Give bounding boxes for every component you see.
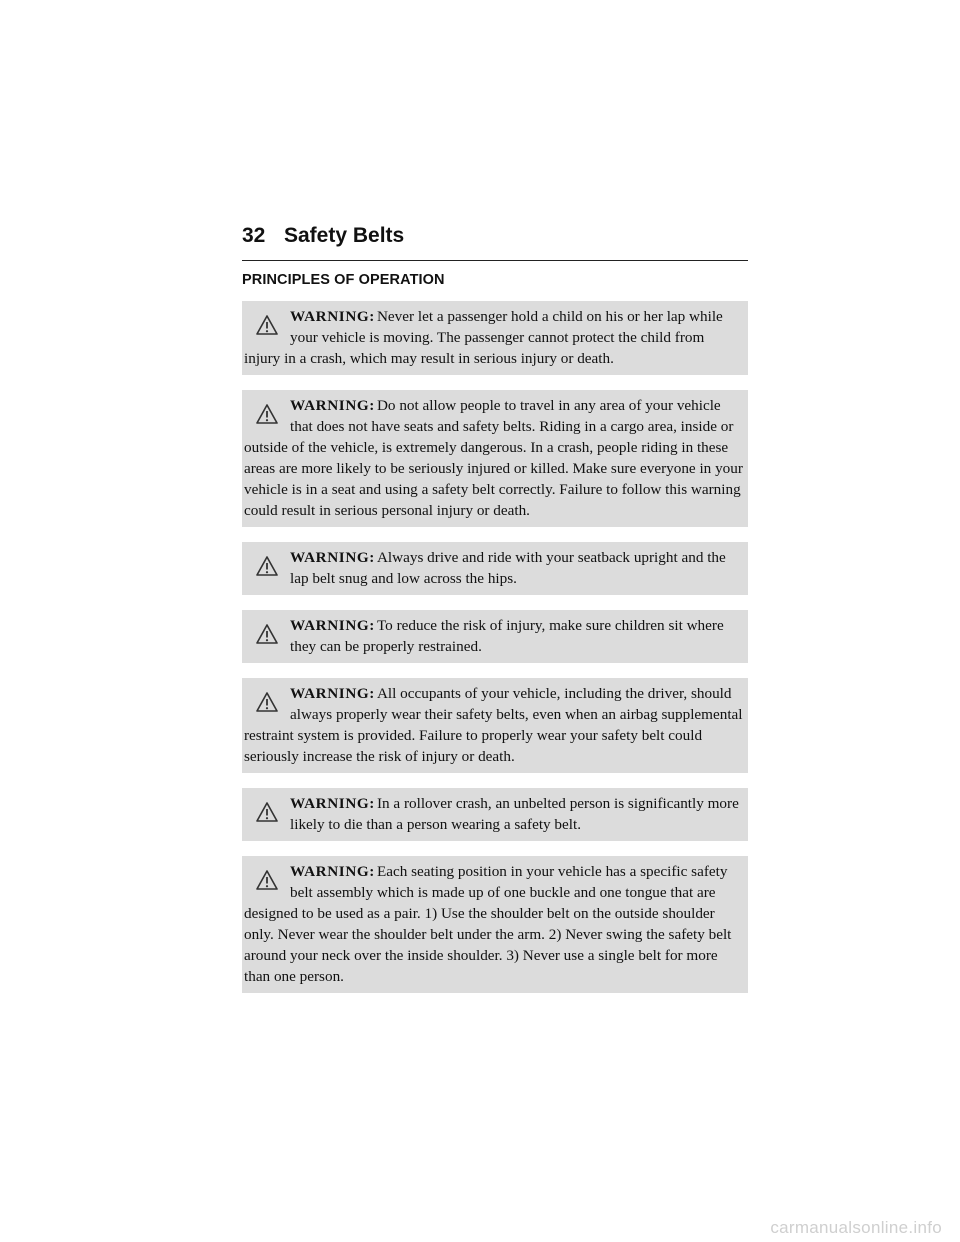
- warning-label: WARNING:: [290, 617, 375, 634]
- warning-label: WARNING:: [290, 863, 375, 880]
- warning-text: All occupants of your vehicle, including the driver, should always properly wear their safety belts, even when an airbag supplemental restraint system is provided. Failure to properly wear your safety belt could seriously increase the risk of injury or death.: [244, 685, 743, 765]
- warning-list: [242, 301, 748, 993]
- warning-triangle-icon: [244, 683, 290, 723]
- warning-label: WARNING:: [290, 308, 375, 325]
- warning-box: [242, 856, 748, 993]
- warning-box: [242, 610, 748, 663]
- warning-box: [242, 678, 748, 773]
- warning-triangle-icon: [244, 547, 290, 587]
- warning-label: WARNING:: [290, 397, 375, 414]
- page-number: 32: [242, 224, 266, 247]
- warning-triangle-icon: [244, 793, 290, 833]
- warning-box: [242, 542, 748, 595]
- warning-box: [242, 390, 748, 527]
- warning-text: Always drive and ride with your seatback upright and the lap belt snug and low across the hips.: [290, 549, 726, 587]
- warning-label: WARNING:: [290, 795, 375, 812]
- warning-text: Never let a passenger hold a child on his or her lap while your vehicle is moving. The passenger cannot protect the child from injury in a crash, which may result in serious injury or death.: [244, 308, 723, 367]
- section-heading: PRINCIPLES OF OPERATION: [242, 272, 445, 288]
- warning-triangle-icon: [244, 615, 290, 655]
- page-header: [242, 224, 748, 261]
- warning-box: [242, 788, 748, 841]
- warning-triangle-icon: [244, 861, 290, 901]
- warning-text: In a rollover crash, an unbelted person is significantly more likely to die than a person wearing a safety belt.: [290, 795, 739, 833]
- warning-label: WARNING:: [290, 549, 375, 566]
- watermark-link[interactable]: carmanualsonline.info: [770, 1218, 942, 1237]
- warning-label: WARNING:: [290, 685, 375, 702]
- warning-triangle-icon: [244, 395, 290, 435]
- warning-text: To reduce the risk of injury, make sure children sit where they can be properly restrained.: [290, 617, 724, 655]
- chapter-title: Safety Belts: [284, 224, 405, 247]
- warning-box: [242, 301, 748, 375]
- warning-text: Each seating position in your vehicle has a specific safety belt assembly which is made up of one buckle and one tongue that are designed to be used as a pair. 1) Use the shoulder belt on the outside shoulder only. Never wear the shoulder belt under the arm. 2) Never swing the safety belt around your neck over the inside shoulder. 3) Never use a single belt for more than one person.: [244, 863, 732, 985]
- manual-page: [242, 224, 748, 1008]
- warning-triangle-icon: [244, 306, 290, 346]
- warning-text: Do not allow people to travel in any area of your vehicle that does not have seats and safety belts. Riding in a cargo area, inside or outside of the vehicle, is extremely dangerous. In a crash, people riding in these areas are more likely to be seriously injured or killed. Make sure everyone in your vehicle is in a seat and using a safety belt correctly. Failure to follow this warning could result in serious personal injury or death.: [244, 397, 743, 519]
